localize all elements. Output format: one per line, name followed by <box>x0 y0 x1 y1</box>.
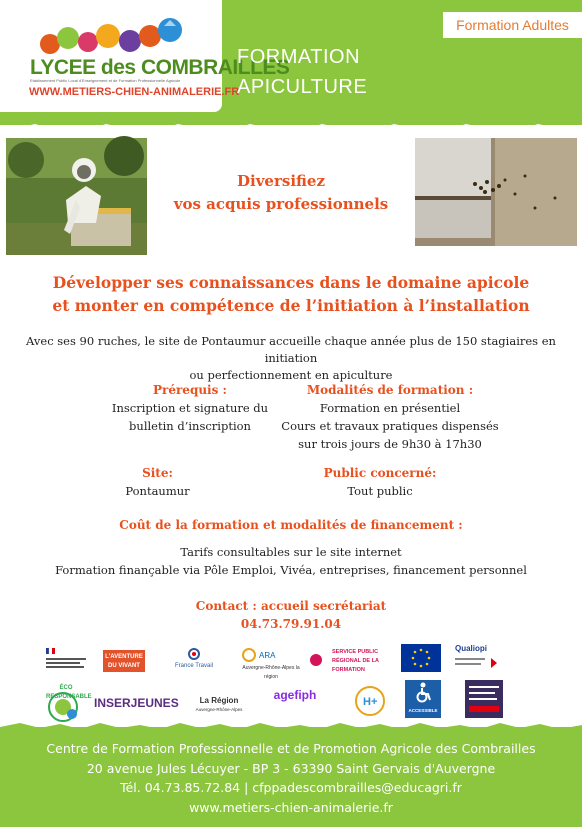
modalites-line2: Cours et travaux pratiques dispensés <box>281 419 499 433</box>
auvergne-region-label: Auvergne-Rhône-Alpes la région <box>242 665 300 680</box>
cost-label: Coût de la formation et modalités de financement : <box>119 518 463 532</box>
beekeeper-photo <box>6 138 147 255</box>
france-travail-label: France Travail <box>174 663 213 669</box>
cost-text <box>0 543 582 579</box>
certification-badge-icon <box>465 680 503 718</box>
agefiph-logo: agefiph <box>273 688 317 702</box>
cost-section <box>0 516 582 579</box>
intro-line2: ou perfectionnement en apiculture <box>189 368 393 382</box>
prerequis-section <box>90 381 290 435</box>
tagline-line2: vos acquis professionnels <box>173 195 389 213</box>
cost-line2: Formation finançable via Pôle Emploi, Vivéa, entreprises, financement personnel <box>55 563 527 577</box>
page-title-line2: APICULTURE <box>237 76 368 98</box>
site-section <box>90 464 225 500</box>
cost-line1: Tarifs consultables sur le site internet <box>180 545 402 559</box>
modalites-line3: sur trois jours de 9h30 à 17h30 <box>298 437 482 451</box>
school-subtitle: Etablissement Public Local d'Enseignement et de Formation Professionnelle Agricole <box>30 78 181 83</box>
service-public-logo: SERVICE PUBLIC RÉGIONAL DE LA FORMATION <box>332 649 379 673</box>
footer-line1: Centre de Formation Professionnelle et de Promotion Agricole des Combrailles <box>46 741 536 756</box>
prerequis-line1: Inscription et signature du <box>111 401 269 415</box>
handicap-plus-icon <box>354 684 386 718</box>
footer-line3[interactable]: Tél. 04.73.85.72.84 | cfppadescombrailles@educagri.fr <box>120 780 462 795</box>
auvergne-region-logo <box>238 648 304 680</box>
tagline <box>150 170 412 216</box>
school-logo-animals-icon <box>38 14 188 60</box>
qualiopi-bars-icon <box>455 656 501 670</box>
partner-logos <box>0 640 582 726</box>
page-title <box>237 42 367 102</box>
wheelchair-icon <box>411 680 435 704</box>
contact-phone[interactable]: 04.73.79.91.04 <box>240 617 342 631</box>
torn-edge-divider <box>0 118 582 132</box>
intro-paragraph <box>8 333 574 384</box>
course-subtitle-line2: et monter en compétence de l’initiation à l’installation <box>52 296 530 315</box>
school-url-link[interactable]: WWW.METIERS-CHIEN-ANIMALERIE.FR <box>29 86 240 98</box>
la-region-name: Auvergne-Rhône-Alpes <box>195 707 243 712</box>
school-name: LYCEE des COMBRAILLES <box>30 56 290 79</box>
la-region-label: La Région <box>199 696 239 705</box>
footer-website-link[interactable]: www.metiers-chien-animalerie.fr <box>189 799 393 815</box>
public-label: Public concerné: <box>323 466 437 480</box>
la-region-logo <box>190 696 248 718</box>
france-travail-logo <box>173 648 215 674</box>
accessible-label: ACCESSIBLE <box>408 708 438 713</box>
footer-line2: 20 avenue Jules Lécuyer - BP 3 - 63390 Saint Gervais d'Auvergne <box>86 760 496 776</box>
course-subtitle <box>0 271 582 317</box>
eu-flag-icon <box>401 644 441 672</box>
region-stars-icon <box>241 648 301 662</box>
site-label: Site: <box>142 466 173 480</box>
ministere-logo-icon <box>44 646 92 676</box>
service-public-icon <box>309 649 323 671</box>
contact-label: Contact : accueil secrétariat <box>195 599 387 613</box>
modalites-label: Modalités de formation : <box>306 383 474 397</box>
site-value: Pontaumur <box>125 484 190 498</box>
accessible-badge <box>405 680 441 718</box>
svg-text:H+: H+ <box>363 696 378 708</box>
modalites-section <box>280 381 500 453</box>
course-subtitle-line1: Développer ses connaissances dans le domaine apicole <box>52 273 530 292</box>
footer-torn-edge <box>0 720 582 734</box>
modalites-line1: Formation en présentiel <box>319 401 461 415</box>
beehive-photo <box>415 138 577 246</box>
page-title-line1: FORMATION <box>237 46 361 68</box>
public-section <box>300 464 460 500</box>
contact-section <box>0 597 582 633</box>
bienvenue-logo: L'AVENTURE DU VIVANT <box>103 650 145 672</box>
qualiopi-logo: Qualiopi <box>455 644 487 653</box>
prerequis-line2: bulletin d’inscription <box>129 419 251 433</box>
inserjeunes-logo: INSERJEUNES <box>94 696 179 710</box>
prerequis-label: Prérequis : <box>153 383 227 397</box>
eco-responsable-label: ÉCO RESPONSABLE <box>46 685 92 700</box>
svg-text:ARA: ARA <box>259 651 276 660</box>
intro-line1: Avec ses 90 ruches, le site de Pontaumur accueille chaque année plus de 150 stagiaires en initiation <box>26 334 556 365</box>
tagline-line1: Diversifiez <box>237 172 325 190</box>
audience-badge: Formation Adultes <box>443 12 582 38</box>
france-travail-icon <box>187 648 201 660</box>
public-value: Tout public <box>347 484 413 498</box>
footer-address <box>0 739 582 817</box>
